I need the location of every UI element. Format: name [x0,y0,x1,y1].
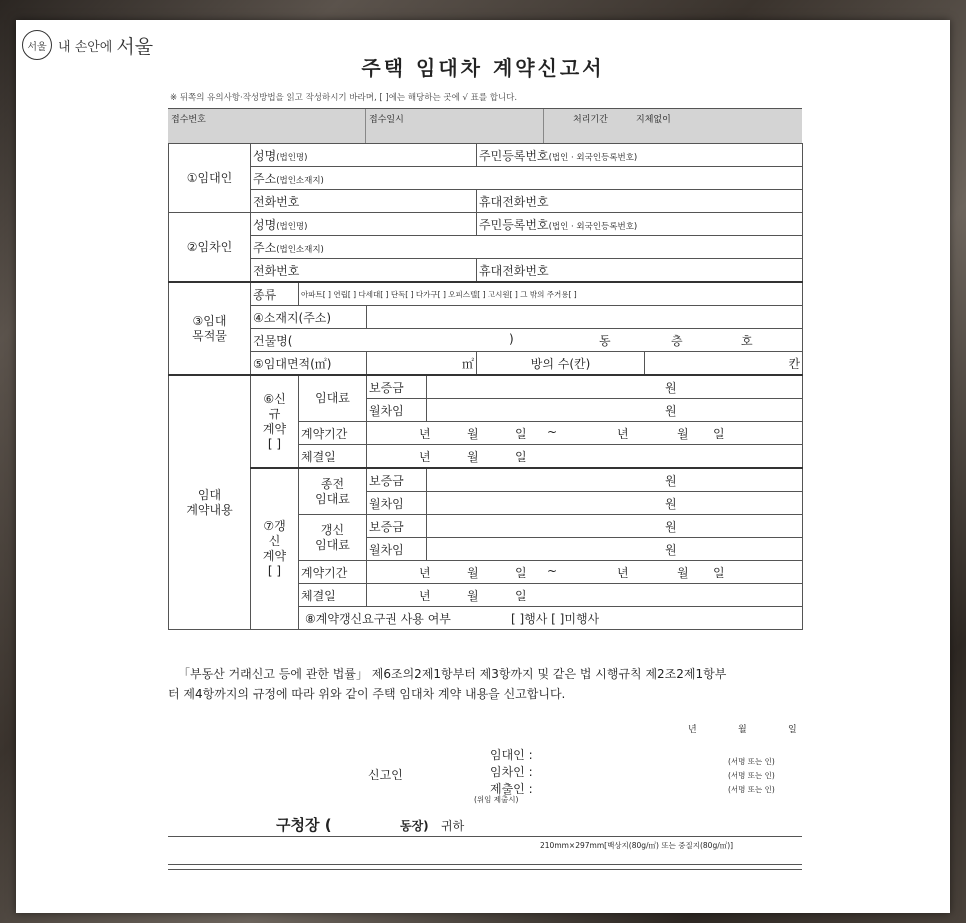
renewed-rent-label: 갱신 임대료 [299,515,367,561]
renewed-deposit-field[interactable]: 원 [427,515,803,538]
statement-text: 「부동산 거래신고 등에 관한 법률」 제6조의2제1항부터 제3항까지 및 같은 법 시행규칙 제2조2제1항부 터 제4항까지의 규정에 따라 위와 같이 주택 임대차 계약 내용을 신고합니다. [168,667,727,701]
prev-deposit-field[interactable]: 원 [427,468,803,492]
receipt-date-label: 접수일시 [369,115,404,125]
recipient-dong: 동장) [400,819,429,833]
footer-divider-3 [168,869,802,870]
date-day: 일 [788,725,797,735]
recipient-office: 구청장 ( [276,816,332,834]
new-deposit-field[interactable]: 원 [427,375,803,399]
date-year: 년 [688,725,697,735]
new-monthly-label: 월차임 [367,399,427,422]
rooms-label: 방의 수(칸) [477,352,645,376]
receipt-header [168,108,802,144]
rental-area-label: ⑤임대면적(㎡) [251,352,367,376]
new-signed-label: 체결일 [299,445,367,469]
tenant-seal[interactable]: (서명 또는 인) [728,771,775,780]
landlord-sign-label: 임대인 : [490,748,533,762]
tenant-name-field[interactable]: 성명(법인명) [251,213,477,236]
prev-rent-label: 종전 임대료 [299,468,367,515]
footer-divider [168,836,802,837]
reporter-label: 신고인 [368,768,403,782]
renewed-monthly-field[interactable]: 원 [427,538,803,561]
contract-section: 임대 계약내용 [169,375,251,630]
form-title: 주택 임대차 계약신고서 [361,56,605,80]
property-section: ③임대 목적물 [169,282,251,375]
new-monthly-field[interactable]: 원 [427,399,803,422]
date-month: 월 [738,725,747,735]
renewal-right-row[interactable]: ⑧계약갱신요구권 사용 여부 [ ]행사 [ ]미행사 [299,607,803,630]
tenant-section: ②임차인 [169,213,251,283]
new-contract-section[interactable]: ⑥신 규 계약 [ ] [251,375,299,468]
landlord-section: ①임대인 [169,144,251,213]
property-type-label: 종류 [251,282,299,306]
report-form-table [168,143,803,630]
renewed-monthly-label: 월차임 [367,538,427,561]
building-name-field[interactable]: 건물명( ) 동 층 호 [251,329,803,352]
logo-text-large: 서울 [116,35,154,58]
property-location-field[interactable] [367,306,803,329]
seoul-logo-icon: 서울 [22,30,52,60]
renewal-right-options: [ ]행사 [ ]미행사 [511,612,600,626]
submitter-note: (위임 제출시) [474,795,519,804]
new-period-field[interactable]: 년 월 일 ~ 년 월 일 [367,422,803,445]
new-period-label: 계약기간 [299,422,367,445]
rooms-field[interactable]: 칸 [645,352,803,376]
footer-divider-2 [168,864,802,865]
receipt-number-label: 접수번호 [171,115,206,125]
renewal-period-field[interactable]: 년 월 일 ~ 년 월 일 [367,561,803,584]
new-signed-field[interactable]: 년 월 일 [367,445,803,469]
logo-text-small: 내 손안에 [58,39,113,55]
submitter-seal[interactable]: (서명 또는 인) [728,785,775,794]
landlord-address-field[interactable]: 주소(법인소재지) [251,167,803,190]
prev-monthly-label: 월차임 [367,492,427,515]
tenant-id-field[interactable]: 주민등록번호(법인 · 외국인등록번호) [477,213,803,236]
landlord-mobile-field[interactable]: 휴대전화번호 [477,190,803,213]
landlord-id-field[interactable]: 주민등록번호(법인 · 외국인등록번호) [477,144,803,167]
renewal-period-label: 계약기간 [299,561,367,584]
new-deposit-label: 보증금 [367,375,427,399]
notice-text: ※ 뒤쪽의 유의사항·작성방법을 읽고 작성하시기 바라며, [ ]에는 해당하는 곳에 √ 표를 합니다. [170,93,518,103]
recipient-honorific: 귀하 [441,819,465,833]
tenant-address-field[interactable]: 주소(법인소재지) [251,236,803,259]
tenant-sign-label: 임차인 : [490,765,533,779]
processing-period-label: 처리기간 [573,115,608,125]
renewal-signed-label: 체결일 [299,584,367,607]
submitter-sign-label: 제출인 : [490,782,533,796]
prev-deposit-label: 보증금 [367,468,427,492]
landlord-seal[interactable]: (서명 또는 인) [728,757,775,766]
processing-period-value: 지체없이 [636,115,671,125]
renewed-deposit-label: 보증금 [367,515,427,538]
landlord-name-field[interactable]: 성명(법인명) [251,144,477,167]
prev-monthly-field[interactable]: 원 [427,492,803,515]
new-rent-label: 임대료 [299,375,367,422]
renewal-signed-field[interactable]: 년 월 일 [367,584,803,607]
property-location-label: ④소재지(주소) [251,306,367,329]
tenant-mobile-field[interactable]: 휴대전화번호 [477,259,803,283]
landlord-phone-field[interactable]: 전화번호 [251,190,477,213]
tenant-phone-field[interactable]: 전화번호 [251,259,477,283]
paper-spec: 210mm×297mm[백상지(80g/㎡) 또는 중질지(80g/㎡)] [540,841,734,850]
renewal-contract-section[interactable]: ⑦갱 신 계약 [ ] [251,468,299,630]
rental-area-field[interactable]: ㎡ [367,352,477,376]
property-type-options[interactable]: 아파트[ ] 연립[ ] 다세대[ ] 단독[ ] 다가구[ ] 오피스텔[ ] 고시원[ ] 그 밖의 주거용[ ] [299,282,803,306]
